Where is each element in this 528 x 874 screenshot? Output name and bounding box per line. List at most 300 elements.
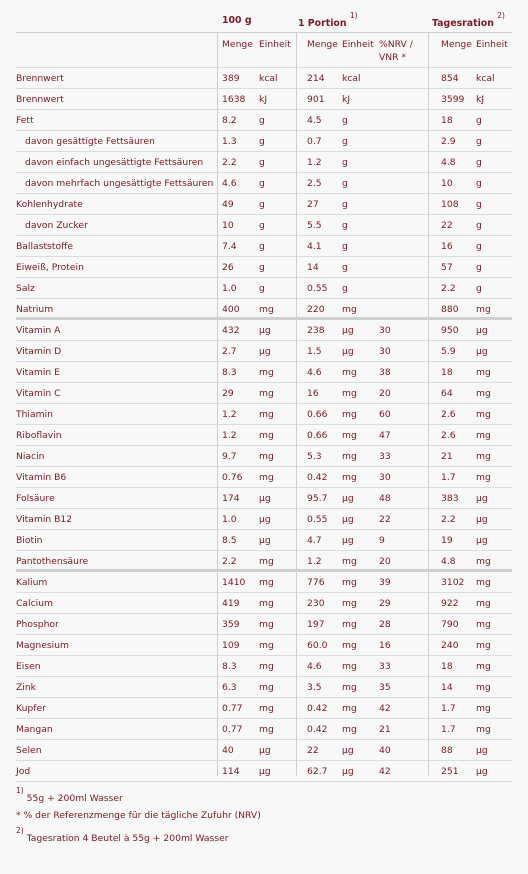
einheit-100g: g bbox=[259, 136, 265, 147]
table-row bbox=[16, 572, 512, 593]
menge-tages: 21 bbox=[441, 451, 453, 462]
footnotes bbox=[16, 786, 512, 850]
einheit-tages: mg bbox=[476, 724, 491, 735]
einheit-tages: g bbox=[476, 220, 482, 231]
nrv-percent: 42 bbox=[379, 703, 391, 714]
menge-portion: 27 bbox=[307, 199, 319, 210]
menge-portion: 16 bbox=[307, 388, 319, 399]
einheit-portion: kcal bbox=[342, 73, 361, 84]
row-name: davon mehrfach ungesättigte Fettsäuren bbox=[25, 178, 214, 189]
menge-100g: 432 bbox=[222, 325, 240, 336]
footnote-nrv: * % der Referenzmenge für die tägliche Zufuhr (NRV) bbox=[16, 810, 261, 821]
menge-portion: 22 bbox=[307, 745, 319, 756]
row-name: davon gesättigte Fettsäuren bbox=[25, 136, 155, 147]
menge-100g: 0.77 bbox=[222, 724, 243, 735]
menge-100g: 40 bbox=[222, 745, 234, 756]
row-name: Vitamin C bbox=[16, 388, 61, 399]
menge-100g: 1638 bbox=[222, 94, 246, 105]
einheit-tages: mg bbox=[476, 367, 491, 378]
einheit-portion: mg bbox=[342, 619, 357, 630]
subheader-menge-portion: Menge bbox=[307, 39, 338, 50]
einheit-portion: mg bbox=[342, 682, 357, 693]
menge-portion: 214 bbox=[307, 73, 325, 84]
table-row bbox=[16, 68, 512, 89]
menge-portion: 0.42 bbox=[307, 724, 328, 735]
einheit-100g: µg bbox=[259, 325, 271, 336]
einheit-tages: mg bbox=[476, 682, 491, 693]
row-name: Selen bbox=[16, 745, 42, 756]
table-body bbox=[16, 68, 512, 782]
row-name: Mangan bbox=[16, 724, 53, 735]
menge-tages: 64 bbox=[441, 388, 453, 399]
einheit-100g: g bbox=[259, 220, 265, 231]
nrv-percent: 20 bbox=[379, 556, 391, 567]
nrv-percent: 30 bbox=[379, 346, 391, 357]
einheit-tages: g bbox=[476, 283, 482, 294]
footnote-1: $^{1)}$ 55g + 200ml Wasser bbox=[16, 786, 123, 805]
table-row bbox=[16, 131, 512, 152]
nrv-percent: 16 bbox=[379, 640, 391, 651]
column-divider bbox=[217, 32, 218, 776]
menge-tages: 1.7 bbox=[441, 472, 456, 483]
einheit-tages: µg bbox=[476, 514, 488, 525]
menge-100g: 109 bbox=[222, 640, 240, 651]
row-name: Ballaststoffe bbox=[16, 241, 74, 252]
subheader-einheit-100g: Einheit bbox=[259, 39, 291, 50]
menge-100g: 4.6 bbox=[222, 178, 237, 189]
table-row bbox=[16, 278, 512, 299]
menge-tages: 854 bbox=[441, 73, 459, 84]
row-name: Vitamin B12 bbox=[16, 514, 73, 525]
einheit-portion: mg bbox=[342, 724, 357, 735]
table-row bbox=[16, 509, 512, 530]
einheit-100g: µg bbox=[259, 535, 271, 546]
einheit-tages: µg bbox=[476, 535, 488, 546]
row-name: Riboflavin bbox=[16, 430, 62, 441]
menge-portion: 62.7 bbox=[307, 766, 328, 777]
menge-tages: 5.9 bbox=[441, 346, 456, 357]
header-100g: 100 g bbox=[222, 15, 252, 26]
row-name: Brennwert bbox=[16, 73, 64, 84]
menge-tages: 251 bbox=[441, 766, 459, 777]
menge-portion: 197 bbox=[307, 619, 325, 630]
einheit-100g: mg bbox=[259, 367, 274, 378]
einheit-100g: mg bbox=[259, 472, 274, 483]
table-row bbox=[16, 488, 512, 509]
einheit-tages: kJ bbox=[476, 94, 485, 105]
menge-portion: 0.7 bbox=[307, 136, 322, 147]
subheader-menge-tages: Menge bbox=[441, 39, 472, 50]
einheit-100g: mg bbox=[259, 619, 274, 630]
menge-100g: 2.2 bbox=[222, 157, 237, 168]
einheit-100g: mg bbox=[259, 409, 274, 420]
einheit-100g: µg bbox=[259, 346, 271, 357]
menge-100g: 26 bbox=[222, 262, 234, 273]
row-name: Zink bbox=[16, 682, 36, 693]
einheit-tages: kcal bbox=[476, 73, 495, 84]
menge-100g: 8.5 bbox=[222, 535, 237, 546]
einheit-tages: g bbox=[476, 241, 482, 252]
row-name: Eiweiß, Protein bbox=[16, 262, 84, 273]
menge-tages: 4.8 bbox=[441, 157, 456, 168]
menge-tages: 19 bbox=[441, 535, 453, 546]
row-name: davon einfach ungesättigte Fettsäuren bbox=[25, 157, 204, 168]
menge-100g: 1.2 bbox=[222, 430, 237, 441]
einheit-tages: mg bbox=[476, 640, 491, 651]
einheit-portion: mg bbox=[342, 472, 357, 483]
einheit-portion: g bbox=[342, 262, 348, 273]
menge-100g: 1.0 bbox=[222, 514, 237, 525]
einheit-tages: g bbox=[476, 178, 482, 189]
einheit-tages: µg bbox=[476, 493, 488, 504]
menge-100g: 10 bbox=[222, 220, 234, 231]
menge-100g: 2.2 bbox=[222, 556, 237, 567]
menge-portion: 0.55 bbox=[307, 514, 328, 525]
subheader-menge-100g: Menge bbox=[222, 39, 253, 50]
row-name: Vitamin B6 bbox=[16, 472, 67, 483]
menge-portion: 220 bbox=[307, 304, 325, 315]
einheit-portion: mg bbox=[342, 388, 357, 399]
einheit-tages: mg bbox=[476, 661, 491, 672]
table-row bbox=[16, 614, 512, 635]
einheit-portion: µg bbox=[342, 325, 354, 336]
row-name: Eisen bbox=[16, 661, 41, 672]
nrv-percent: 22 bbox=[379, 514, 391, 525]
header-portion: 1 Portion $^{1)}$ bbox=[298, 11, 358, 30]
menge-portion: 4.6 bbox=[307, 661, 322, 672]
row-name: Niacin bbox=[16, 451, 45, 462]
einheit-100g: mg bbox=[259, 304, 274, 315]
table-row bbox=[16, 719, 512, 740]
row-name: Salz bbox=[16, 283, 35, 294]
einheit-tages: µg bbox=[476, 325, 488, 336]
menge-tages: 57 bbox=[441, 262, 453, 273]
table-row bbox=[16, 320, 512, 341]
menge-portion: 0.55 bbox=[307, 283, 328, 294]
header-tagesration: Tagesration $^{2)}$ bbox=[432, 11, 505, 30]
menge-portion: 238 bbox=[307, 325, 325, 336]
menge-tages: 18 bbox=[441, 661, 453, 672]
row-name: Kohlenhydrate bbox=[16, 199, 83, 210]
einheit-100g: mg bbox=[259, 388, 274, 399]
einheit-tages: g bbox=[476, 157, 482, 168]
einheit-100g: mg bbox=[259, 556, 274, 567]
menge-portion: 0.42 bbox=[307, 703, 328, 714]
einheit-portion: mg bbox=[342, 598, 357, 609]
column-divider bbox=[296, 32, 297, 776]
nrv-percent: 60 bbox=[379, 409, 391, 420]
einheit-portion: µg bbox=[342, 766, 354, 777]
table-row bbox=[16, 383, 512, 404]
einheit-portion: mg bbox=[342, 451, 357, 462]
menge-100g: 1.3 bbox=[222, 136, 237, 147]
table-row bbox=[16, 677, 512, 698]
menge-portion: 1.5 bbox=[307, 346, 322, 357]
row-name: Biotin bbox=[16, 535, 43, 546]
table-row bbox=[16, 257, 512, 278]
menge-100g: 6.3 bbox=[222, 682, 237, 693]
nrv-percent: 28 bbox=[379, 619, 391, 630]
menge-tages: 922 bbox=[441, 598, 459, 609]
einheit-tages: µg bbox=[476, 745, 488, 756]
einheit-portion: g bbox=[342, 199, 348, 210]
einheit-portion: g bbox=[342, 115, 348, 126]
menge-100g: 419 bbox=[222, 598, 240, 609]
menge-100g: 0.76 bbox=[222, 472, 243, 483]
menge-100g: 389 bbox=[222, 73, 240, 84]
einheit-tages: g bbox=[476, 115, 482, 126]
menge-tages: 1.7 bbox=[441, 724, 456, 735]
row-name: Kupfer bbox=[16, 703, 46, 714]
nrv-percent: 20 bbox=[379, 388, 391, 399]
menge-tages: 3102 bbox=[441, 577, 465, 588]
nrv-percent: 39 bbox=[379, 577, 391, 588]
einheit-tages: g bbox=[476, 262, 482, 273]
einheit-tages: mg bbox=[476, 388, 491, 399]
footnote-2: $^{2)}$ Tagesration 4 Beutel à 55g + 200ml Wasser bbox=[16, 826, 229, 845]
column-divider bbox=[428, 32, 429, 776]
einheit-portion: mg bbox=[342, 703, 357, 714]
einheit-100g: g bbox=[259, 241, 265, 252]
einheit-100g: mg bbox=[259, 724, 274, 735]
nrv-percent: 35 bbox=[379, 682, 391, 693]
table-row bbox=[16, 656, 512, 677]
einheit-100g: µg bbox=[259, 745, 271, 756]
einheit-portion: µg bbox=[342, 493, 354, 504]
subheader-nrv: %NRV / VNR * bbox=[379, 39, 413, 63]
nrv-percent: 48 bbox=[379, 493, 391, 504]
menge-portion: 4.1 bbox=[307, 241, 322, 252]
nrv-percent: 9 bbox=[379, 535, 385, 546]
einheit-100g: g bbox=[259, 262, 265, 273]
menge-tages: 2.6 bbox=[441, 409, 456, 420]
einheit-100g: kcal bbox=[259, 73, 278, 84]
row-name: Magnesium bbox=[16, 640, 69, 651]
einheit-portion: µg bbox=[342, 535, 354, 546]
menge-100g: 8.2 bbox=[222, 115, 237, 126]
einheit-100g: g bbox=[259, 115, 265, 126]
einheit-portion: mg bbox=[342, 430, 357, 441]
einheit-tages: mg bbox=[476, 619, 491, 630]
menge-portion: 3.5 bbox=[307, 682, 322, 693]
nrv-percent: 30 bbox=[379, 325, 391, 336]
menge-100g: 8.3 bbox=[222, 367, 237, 378]
einheit-100g: g bbox=[259, 283, 265, 294]
table-row bbox=[16, 467, 512, 488]
nutrition-table bbox=[16, 10, 512, 782]
row-name: Fett bbox=[16, 115, 34, 126]
einheit-portion: g bbox=[342, 157, 348, 168]
subheader-einheit-tages: Einheit bbox=[476, 39, 508, 50]
einheit-portion: g bbox=[342, 283, 348, 294]
menge-portion: 776 bbox=[307, 577, 325, 588]
subheader-einheit-portion: Einheit bbox=[342, 39, 374, 50]
einheit-100g: µg bbox=[259, 766, 271, 777]
einheit-tages: mg bbox=[476, 472, 491, 483]
table-row bbox=[16, 593, 512, 614]
menge-portion: 901 bbox=[307, 94, 325, 105]
einheit-portion: mg bbox=[342, 367, 357, 378]
einheit-tages: mg bbox=[476, 430, 491, 441]
menge-portion: 0.42 bbox=[307, 472, 328, 483]
menge-tages: 10 bbox=[441, 178, 453, 189]
row-name: Vitamin A bbox=[16, 325, 61, 336]
menge-tages: 3599 bbox=[441, 94, 465, 105]
menge-100g: 1.2 bbox=[222, 409, 237, 420]
einheit-100g: mg bbox=[259, 451, 274, 462]
einheit-portion: g bbox=[342, 178, 348, 189]
menge-tages: 88 bbox=[441, 745, 453, 756]
menge-tages: 2.9 bbox=[441, 136, 456, 147]
nrv-percent: 47 bbox=[379, 430, 391, 441]
table-row bbox=[16, 362, 512, 383]
row-name: Vitamin D bbox=[16, 346, 62, 357]
einheit-tages: mg bbox=[476, 577, 491, 588]
row-name: davon Zucker bbox=[25, 220, 88, 231]
einheit-portion: µg bbox=[342, 346, 354, 357]
row-name: Brennwert bbox=[16, 94, 64, 105]
table-row bbox=[16, 635, 512, 656]
einheit-100g: mg bbox=[259, 430, 274, 441]
einheit-100g: mg bbox=[259, 682, 274, 693]
row-name: Pantothensäure bbox=[16, 556, 89, 567]
menge-tages: 2.2 bbox=[441, 514, 456, 525]
einheit-portion: µg bbox=[342, 745, 354, 756]
einheit-100g: µg bbox=[259, 493, 271, 504]
table-row bbox=[16, 110, 512, 131]
row-name: Phosphor bbox=[16, 619, 59, 630]
menge-100g: 8.3 bbox=[222, 661, 237, 672]
menge-portion: 1.2 bbox=[307, 157, 322, 168]
row-name: Kalium bbox=[16, 577, 48, 588]
table-row bbox=[16, 551, 512, 572]
nrv-percent: 33 bbox=[379, 451, 391, 462]
menge-tages: 14 bbox=[441, 682, 453, 693]
einheit-portion: µg bbox=[342, 514, 354, 525]
einheit-100g: kJ bbox=[259, 94, 268, 105]
einheit-portion: g bbox=[342, 136, 348, 147]
table-row bbox=[16, 404, 512, 425]
menge-portion: 4.7 bbox=[307, 535, 322, 546]
table-row bbox=[16, 530, 512, 551]
table-row bbox=[16, 425, 512, 446]
einheit-tages: mg bbox=[476, 304, 491, 315]
menge-tages: 22 bbox=[441, 220, 453, 231]
table-row bbox=[16, 152, 512, 173]
row-name: Jod bbox=[16, 766, 31, 777]
row-name: Calcium bbox=[16, 598, 53, 609]
menge-100g: 174 bbox=[222, 493, 240, 504]
menge-tages: 16 bbox=[441, 241, 453, 252]
einheit-tages: µg bbox=[476, 346, 488, 357]
row-name: Vitamin E bbox=[16, 367, 60, 378]
nrv-percent: 42 bbox=[379, 766, 391, 777]
menge-portion: 14 bbox=[307, 262, 319, 273]
menge-100g: 2.7 bbox=[222, 346, 237, 357]
menge-tages: 4.8 bbox=[441, 556, 456, 567]
menge-100g: 29 bbox=[222, 388, 234, 399]
table-row bbox=[16, 446, 512, 467]
einheit-100g: mg bbox=[259, 598, 274, 609]
einheit-portion: g bbox=[342, 220, 348, 231]
einheit-tages: mg bbox=[476, 556, 491, 567]
menge-portion: 5.5 bbox=[307, 220, 322, 231]
menge-tages: 880 bbox=[441, 304, 459, 315]
menge-tages: 18 bbox=[441, 115, 453, 126]
menge-tages: 1.7 bbox=[441, 703, 456, 714]
menge-portion: 95.7 bbox=[307, 493, 328, 504]
einheit-tages: g bbox=[476, 136, 482, 147]
menge-tages: 2.6 bbox=[441, 430, 456, 441]
einheit-100g: mg bbox=[259, 703, 274, 714]
table-row bbox=[16, 215, 512, 236]
menge-portion: 4.5 bbox=[307, 115, 322, 126]
einheit-tages: mg bbox=[476, 451, 491, 462]
menge-portion: 0.66 bbox=[307, 409, 328, 420]
menge-100g: 114 bbox=[222, 766, 240, 777]
einheit-tages: µg bbox=[476, 766, 488, 777]
menge-100g: 0.77 bbox=[222, 703, 243, 714]
table-header-row bbox=[16, 10, 512, 33]
menge-portion: 5.3 bbox=[307, 451, 322, 462]
einheit-tages: mg bbox=[476, 598, 491, 609]
menge-100g: 49 bbox=[222, 199, 234, 210]
table-row bbox=[16, 740, 512, 761]
einheit-100g: g bbox=[259, 178, 265, 189]
nrv-percent: 29 bbox=[379, 598, 391, 609]
table-row bbox=[16, 341, 512, 362]
einheit-100g: mg bbox=[259, 577, 274, 588]
einheit-tages: g bbox=[476, 199, 482, 210]
nrv-percent: 30 bbox=[379, 472, 391, 483]
menge-100g: 7.4 bbox=[222, 241, 237, 252]
menge-tages: 383 bbox=[441, 493, 459, 504]
row-name: Folsäure bbox=[16, 493, 55, 504]
einheit-tages: mg bbox=[476, 409, 491, 420]
einheit-portion: kJ bbox=[342, 94, 351, 105]
einheit-100g: µg bbox=[259, 514, 271, 525]
nrv-percent: 21 bbox=[379, 724, 391, 735]
nrv-percent: 33 bbox=[379, 661, 391, 672]
menge-100g: 9.7 bbox=[222, 451, 237, 462]
einheit-100g: g bbox=[259, 199, 265, 210]
menge-tages: 950 bbox=[441, 325, 459, 336]
einheit-portion: g bbox=[342, 241, 348, 252]
row-name: Natrium bbox=[16, 304, 54, 315]
menge-portion: 0.66 bbox=[307, 430, 328, 441]
table-subheader-row bbox=[16, 33, 512, 68]
menge-portion: 4.6 bbox=[307, 367, 322, 378]
einheit-100g: mg bbox=[259, 661, 274, 672]
menge-100g: 1.0 bbox=[222, 283, 237, 294]
einheit-portion: mg bbox=[342, 556, 357, 567]
table-row bbox=[16, 173, 512, 194]
einheit-portion: mg bbox=[342, 661, 357, 672]
menge-100g: 1410 bbox=[222, 577, 246, 588]
menge-portion: 1.2 bbox=[307, 556, 322, 567]
menge-tages: 18 bbox=[441, 367, 453, 378]
einheit-portion: mg bbox=[342, 577, 357, 588]
menge-portion: 60.0 bbox=[307, 640, 328, 651]
table-row bbox=[16, 236, 512, 257]
einheit-tages: mg bbox=[476, 703, 491, 714]
menge-tages: 790 bbox=[441, 619, 459, 630]
nrv-percent: 38 bbox=[379, 367, 391, 378]
einheit-100g: mg bbox=[259, 640, 274, 651]
table-row bbox=[16, 761, 512, 782]
menge-tages: 108 bbox=[441, 199, 459, 210]
table-row bbox=[16, 89, 512, 110]
